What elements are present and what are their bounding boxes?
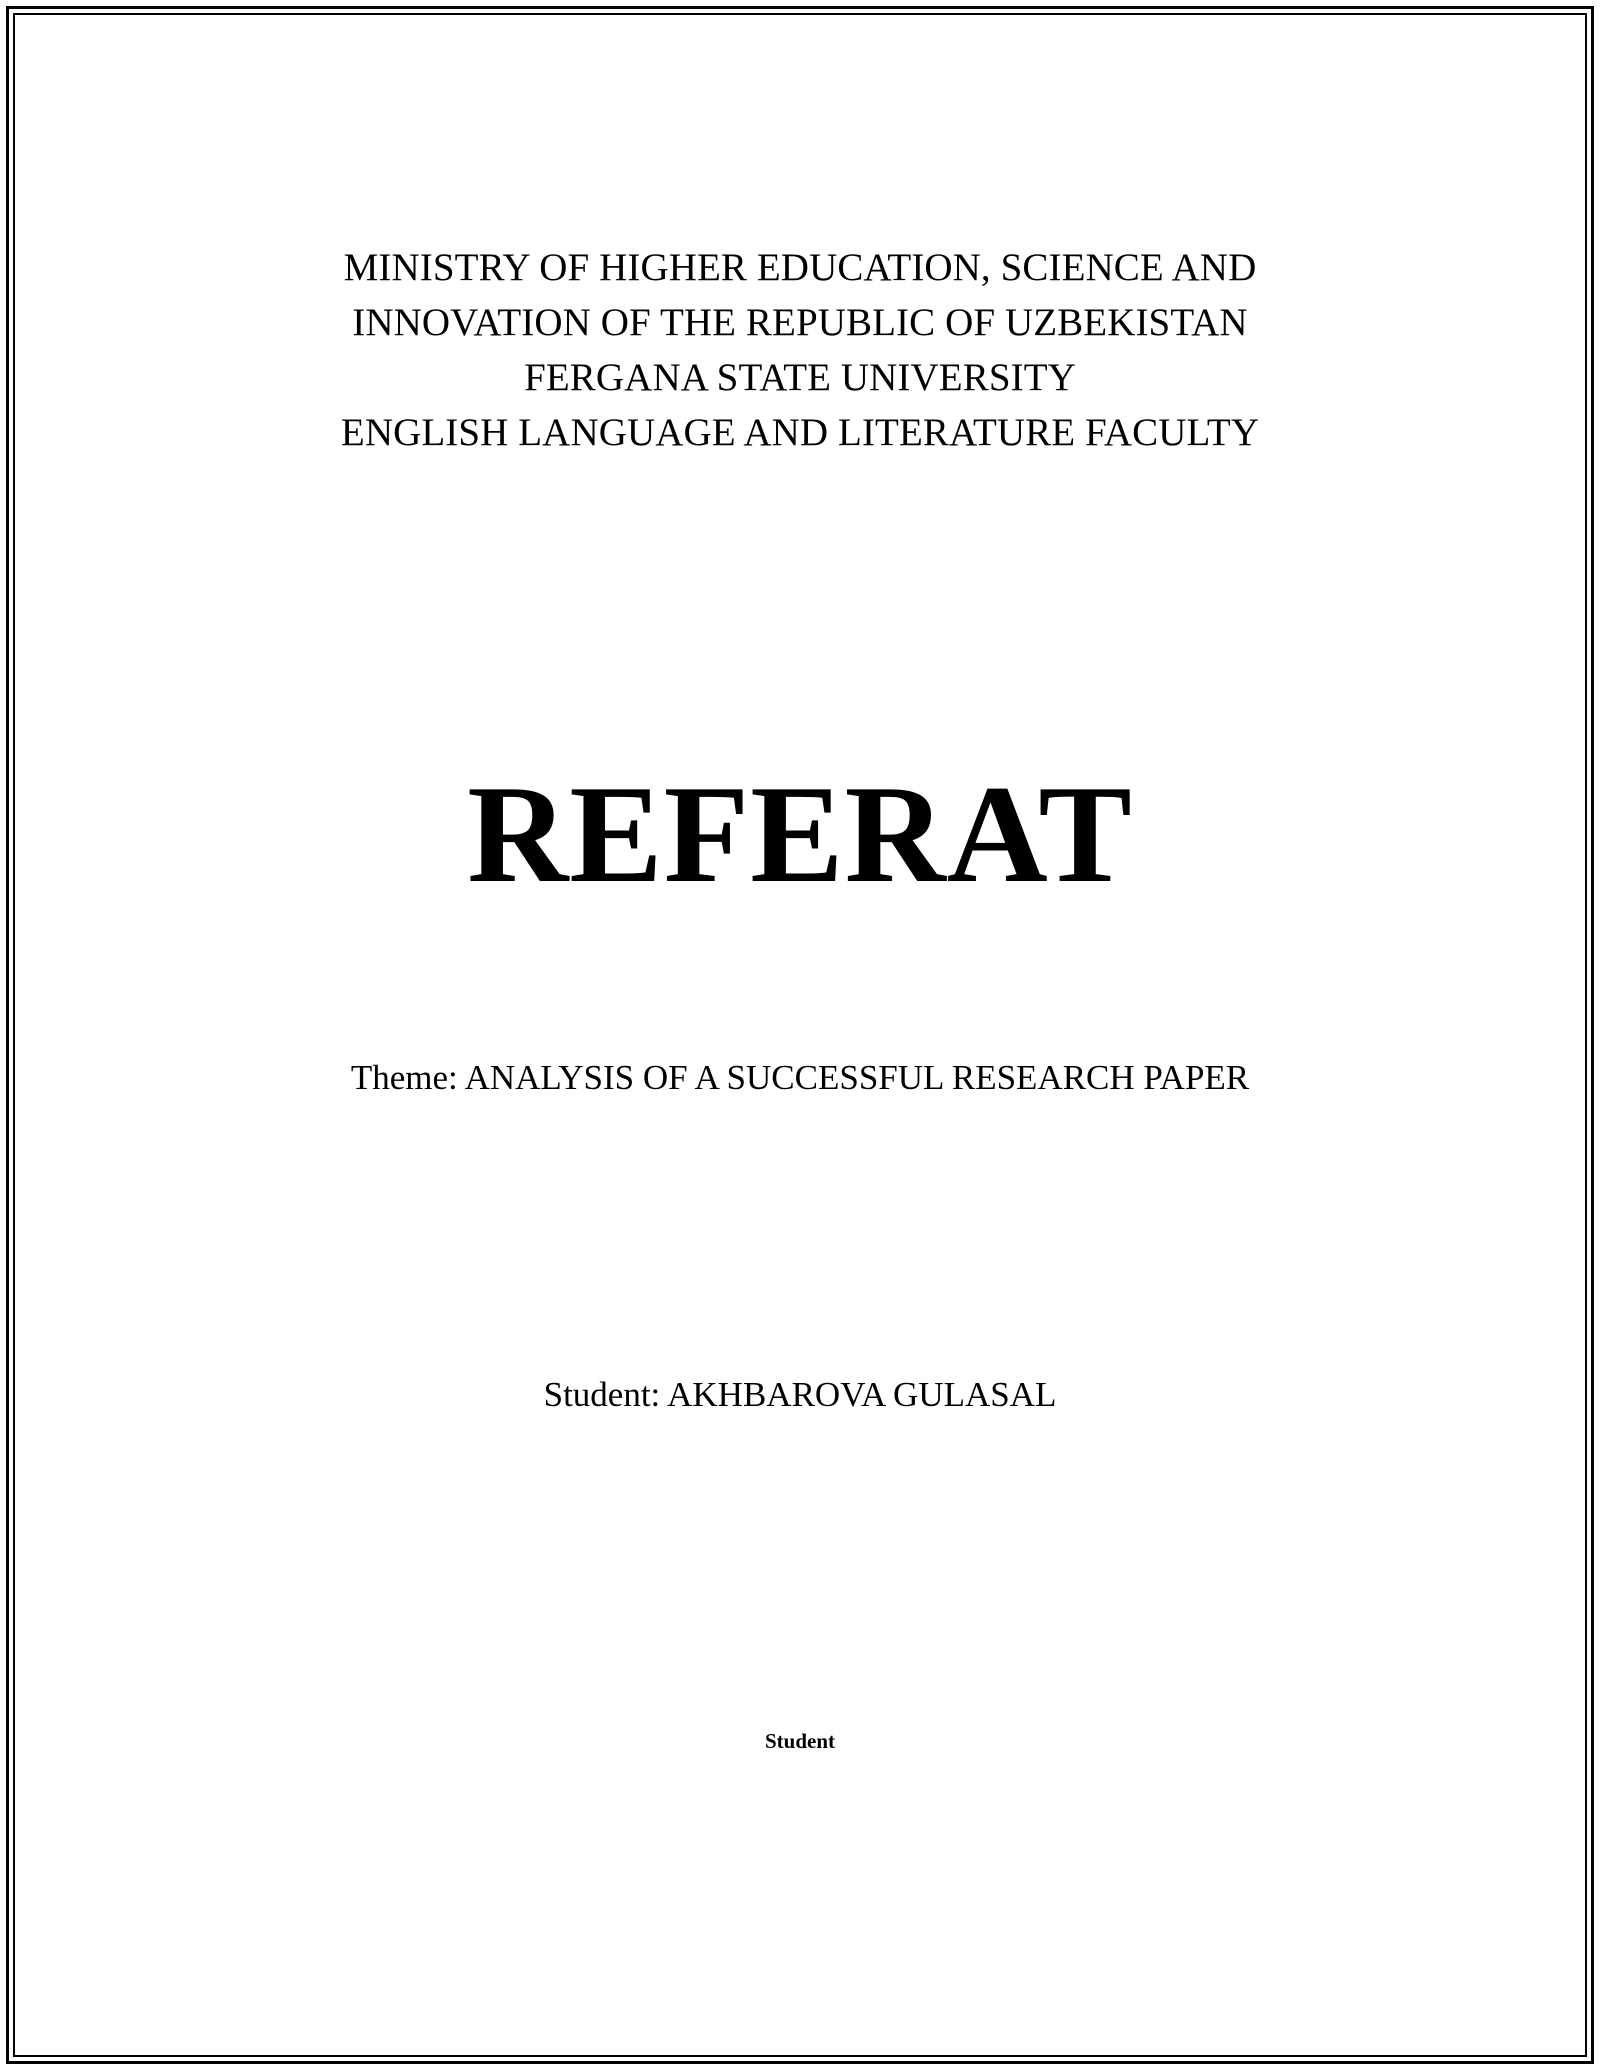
document-title: REFERAT xyxy=(467,757,1133,912)
student-name: AKHBAROVA GULASAL xyxy=(667,1375,1057,1414)
institution-header xyxy=(0,240,1600,460)
student-label: Student: xyxy=(543,1375,661,1414)
theme-line xyxy=(0,1053,1600,1103)
theme-label: Theme: xyxy=(350,1058,458,1097)
university-line: FERGANA STATE UNIVERSITY xyxy=(524,356,1076,399)
footer-student-label: Student xyxy=(764,1729,836,1753)
theme-value: ANALYSIS OF A SUCCESSFUL RESEARCH PAPER xyxy=(464,1058,1250,1097)
ministry-line-2: INNOVATION OF THE REPUBLIC OF UZBEKISTAN xyxy=(352,301,1248,344)
student-line xyxy=(0,1370,1600,1420)
faculty-line: ENGLISH LANGUAGE AND LITERATURE FACULTY xyxy=(340,411,1260,454)
ministry-line-1: MINISTRY OF HIGHER EDUCATION, SCIENCE AND xyxy=(343,246,1257,289)
